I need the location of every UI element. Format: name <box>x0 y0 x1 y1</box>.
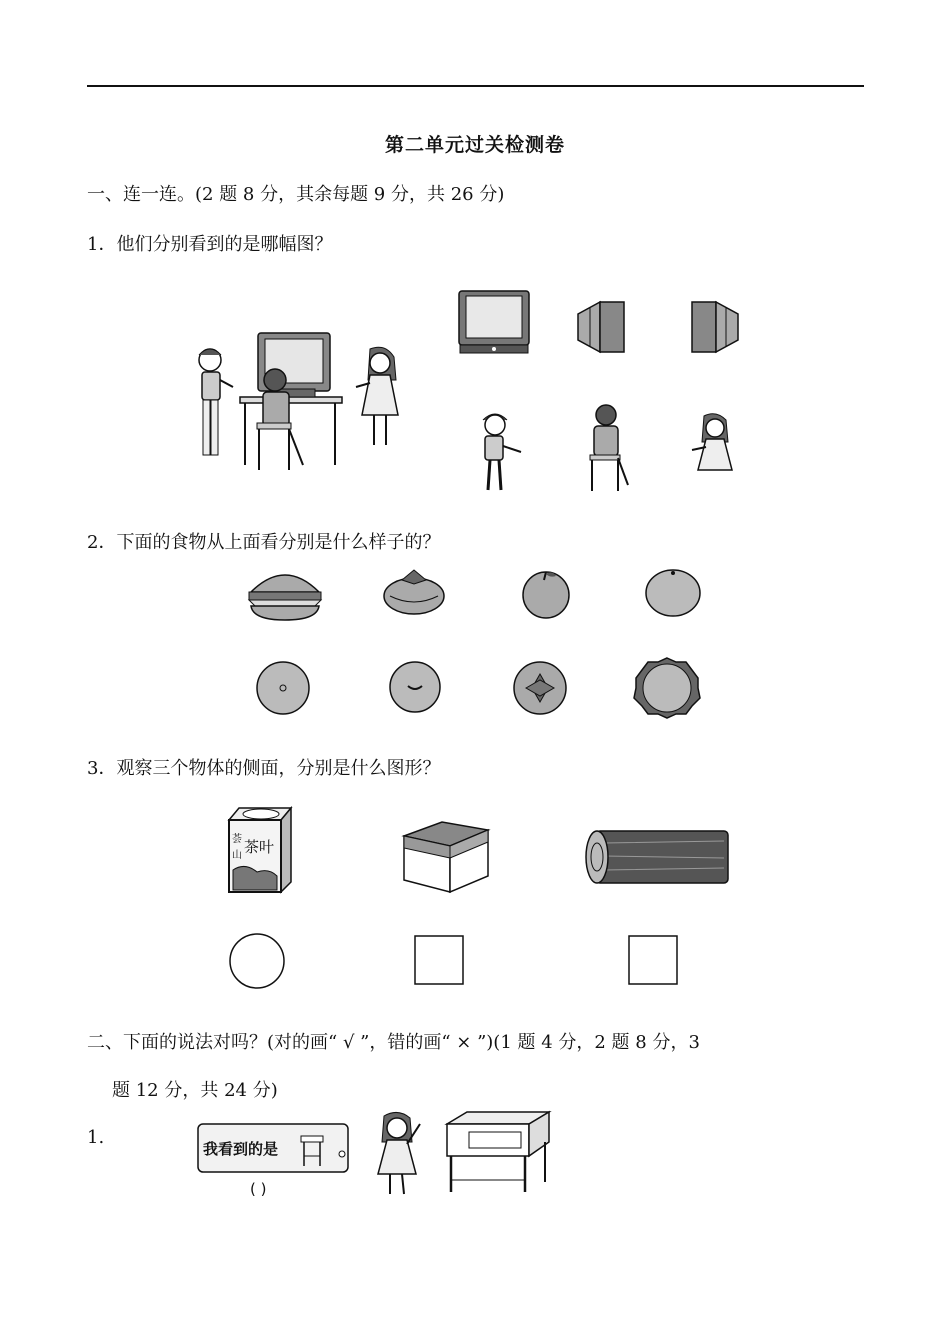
boy-option[interactable] <box>475 408 533 492</box>
tea-box-small-label-2: 山 <box>232 850 242 861</box>
circle-shape[interactable] <box>228 932 286 990</box>
question-2: 2．下面的食物从上面看分别是什么样子的？ <box>87 532 441 553</box>
persimmon-top-view-icon[interactable] <box>512 660 568 716</box>
persimmon-side-icon[interactable] <box>382 566 446 616</box>
speech-text: 我看到的是 <box>203 1140 279 1158</box>
question-3: 3．观察三个物体的侧面，分别是什么图形？ <box>87 758 441 779</box>
desk-illustration <box>445 1110 551 1194</box>
answer-bracket[interactable]: ( ) <box>250 1180 267 1198</box>
seated-child-option[interactable] <box>588 403 633 493</box>
q1-scene-illustration <box>185 325 350 480</box>
q1-girl-illustration <box>350 345 410 455</box>
section2-heading-line1: 二、下面的说法对吗？(对的画“ √ ”，错的画“ × ”)(1 题 4 分，2 题 8 分，3 <box>87 1032 700 1053</box>
section2-heading-line2: 题 12 分，共 24 分) <box>112 1080 278 1101</box>
page-title: 第二单元过关检测卷 <box>384 134 565 156</box>
log-illustration[interactable] <box>584 828 730 886</box>
square-shape-2[interactable] <box>628 935 678 985</box>
hamburger-top-view-icon[interactable] <box>632 656 702 720</box>
cake-box-illustration[interactable] <box>402 820 490 894</box>
section1-heading: 一、连一连。(2 题 8 分，其余每题 9 分，共 26 分) <box>87 184 505 205</box>
orange-side-icon[interactable] <box>644 568 702 618</box>
apple-side-icon[interactable] <box>520 568 572 618</box>
tv-side-view-right-option[interactable] <box>690 300 740 354</box>
tv-side-view-left-option[interactable] <box>576 300 626 354</box>
top-rule <box>87 85 864 87</box>
hamburger-icon[interactable] <box>247 566 323 622</box>
question-1: 1．他们分别看到的是哪幅图？ <box>87 234 333 255</box>
girl-option[interactable] <box>690 412 738 482</box>
tv-front-view-option[interactable] <box>458 290 530 354</box>
square-shape-1[interactable] <box>414 935 464 985</box>
tea-box-big-label: 茶叶 <box>244 838 275 856</box>
orange-top-view-icon[interactable] <box>255 660 311 716</box>
item-1-number: 1. <box>87 1127 105 1148</box>
pointing-girl-illustration <box>372 1110 432 1196</box>
tea-box-small-label-1: 荟 <box>232 834 242 845</box>
apple-top-view-icon[interactable] <box>388 660 442 714</box>
